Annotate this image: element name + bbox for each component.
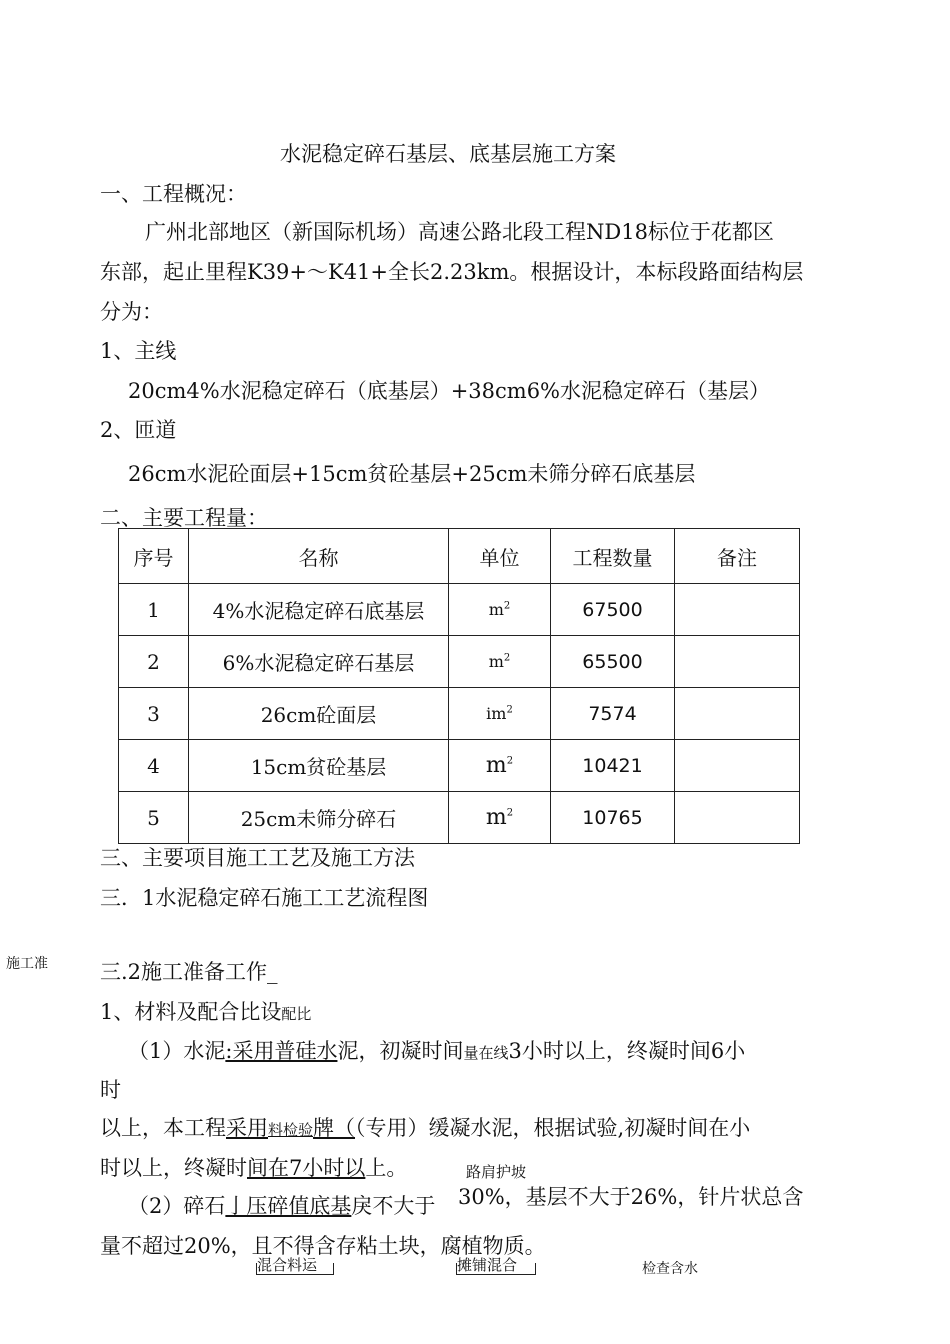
cement-label: （1）水泥 (128, 1039, 226, 1063)
cement3-tail: 上。 (365, 1156, 408, 1180)
unit-exponent: 2 (503, 600, 511, 612)
cement-line-1-wrap: 时 (100, 1078, 121, 1102)
flow-box-paving-mix (456, 1256, 536, 1275)
table-row (119, 688, 800, 740)
cell-qty: 7574 (551, 688, 675, 740)
unit-text: m (485, 805, 507, 830)
flow-box-paving-mix-text: 摊铺混合 (457, 1256, 518, 1274)
section-3-2-heading: 三.2施工准备工作_ (100, 960, 278, 984)
cement-text-tail: 3小时以上，终凝时间6小 (508, 1039, 746, 1063)
table-row (119, 792, 800, 844)
flow-fragment-check-moisture (642, 1261, 698, 1277)
item-ramp-text: 26cm水泥砼面层+15cm贫砼基层+25cm未筛分碎石底基层 (128, 462, 696, 486)
table-row (119, 636, 800, 688)
flow-label-shoulder-slope: 路肩护坡 (466, 1163, 527, 1181)
cell-note (675, 688, 800, 740)
flow-fragment-check-moisture-text: 检查含水 (642, 1261, 698, 1277)
item-ramp-heading: 2、匝道 (100, 418, 177, 442)
cement2-text-tail: （专用）缓凝水泥，根据试验,初凝时间在小 (355, 1116, 751, 1140)
cement-text: 泥，初凝时间 (337, 1039, 464, 1063)
unit-exponent: 2 (506, 704, 513, 716)
cement-line-2 (100, 1118, 750, 1139)
cell-unit (449, 688, 551, 740)
unit-exponent: 2 (503, 652, 511, 664)
gravel-line-1-clipped (458, 1183, 804, 1209)
section-1-heading: 一、工程概况： (100, 182, 247, 206)
cement2-text: 以上，本工程 (100, 1116, 226, 1140)
materials-heading-note: 配比 (281, 1005, 312, 1023)
cell-name: 15cm贫砼基层 (189, 740, 449, 792)
materials-heading (100, 1002, 311, 1023)
cell-note (675, 584, 800, 636)
cell-name: 26cm砼面层 (189, 688, 449, 740)
cell-qty: 10765 (551, 792, 675, 844)
cement2-note: 料检验 (268, 1121, 314, 1139)
unit-exponent: 2 (506, 807, 514, 819)
cell-no: 4 (119, 740, 189, 792)
item-mainline-text: 20cm4%水泥稳定碎石（底基层）+38cm6%水泥稳定碎石（基层） (128, 379, 771, 403)
flow-box-mix-transport-text: 混合料运 (257, 1256, 318, 1274)
cell-qty: 10421 (551, 740, 675, 792)
table-header-row (119, 529, 800, 584)
gravel-label: （2）碎石 (128, 1194, 226, 1218)
gravel-line-2: 量不超过20%，且不得含存粘土块，腐植物质。 (100, 1234, 546, 1258)
cell-unit (449, 636, 551, 688)
unit-text: m (488, 652, 504, 671)
table-row (119, 740, 800, 792)
header-qty: 工程数量 (551, 529, 675, 584)
header-no: 序号 (119, 529, 189, 584)
cell-unit (449, 792, 551, 844)
cell-name: 6%水泥稳定碎石基层 (189, 636, 449, 688)
cell-unit (449, 584, 551, 636)
unit-text: m (488, 600, 504, 619)
cement3-underlined: 间在7小时以 (247, 1156, 366, 1180)
gravel-clipped-text: 30%，基层不大于26%，针片状总含 (458, 1185, 804, 1209)
cement-note: 量在线 (463, 1044, 509, 1062)
item-mainline-heading: 1、主线 (100, 339, 177, 363)
cell-note (675, 636, 800, 688)
materials-heading-text: 1、材料及配合比设 (100, 1000, 282, 1024)
header-note: 备注 (675, 529, 800, 584)
cell-unit (449, 740, 551, 792)
cement-line-3 (100, 1158, 407, 1179)
overview-paragraph-line-3: 分为： (100, 300, 163, 324)
cell-name: 4%水泥稳定碎石底基层 (189, 584, 449, 636)
cement2-underlined-tail: 牌（ (313, 1116, 356, 1140)
gravel-underlined: 亅压碎值底基 (225, 1194, 352, 1218)
cell-note (675, 740, 800, 792)
gravel-text: 戾不大于 (351, 1194, 436, 1218)
section-2-heading: 二、主要工程量： (100, 506, 268, 530)
cell-no: 3 (119, 688, 189, 740)
gravel-line-1 (128, 1196, 435, 1217)
unit-text: im (486, 704, 507, 723)
cell-no: 5 (119, 792, 189, 844)
header-name: 名称 (189, 529, 449, 584)
section-3-1-heading: 三．1水泥稳定碎石施工工艺流程图 (100, 886, 429, 910)
cement3-text: 时以上，终凝时 (100, 1156, 247, 1180)
unit-text: m (485, 753, 507, 778)
cell-no: 2 (119, 636, 189, 688)
cell-qty: 65500 (551, 636, 675, 688)
cell-note (675, 792, 800, 844)
cement-underlined-text: :采用普硅水 (225, 1039, 338, 1063)
page-title: 水泥稳定碎石基层、底基层施工方案 (280, 142, 616, 166)
table-row (119, 584, 800, 636)
header-unit: 单位 (449, 529, 551, 584)
quantity-table (118, 528, 800, 844)
overview-paragraph-line-2: 东部，起止里程K39+〜K41+全长2.23km。根据设计，本标段路面结构层 (100, 260, 804, 284)
side-fragment-text: 施工准 (6, 956, 48, 972)
cell-name: 25cm未筛分碎石 (189, 792, 449, 844)
unit-exponent: 2 (506, 755, 514, 767)
cell-qty: 67500 (551, 584, 675, 636)
overview-paragraph-line-1: 广州北部地区（新国际机场）高速公路北段工程ND18标位于花都区 (145, 220, 774, 244)
cell-no: 1 (119, 584, 189, 636)
cement-line-1 (128, 1041, 745, 1062)
cement2-underlined: 采用 (226, 1116, 268, 1140)
section-3-heading: 三、主要项目施工工艺及施工方法 (100, 846, 415, 870)
flow-box-mix-transport (256, 1256, 334, 1275)
